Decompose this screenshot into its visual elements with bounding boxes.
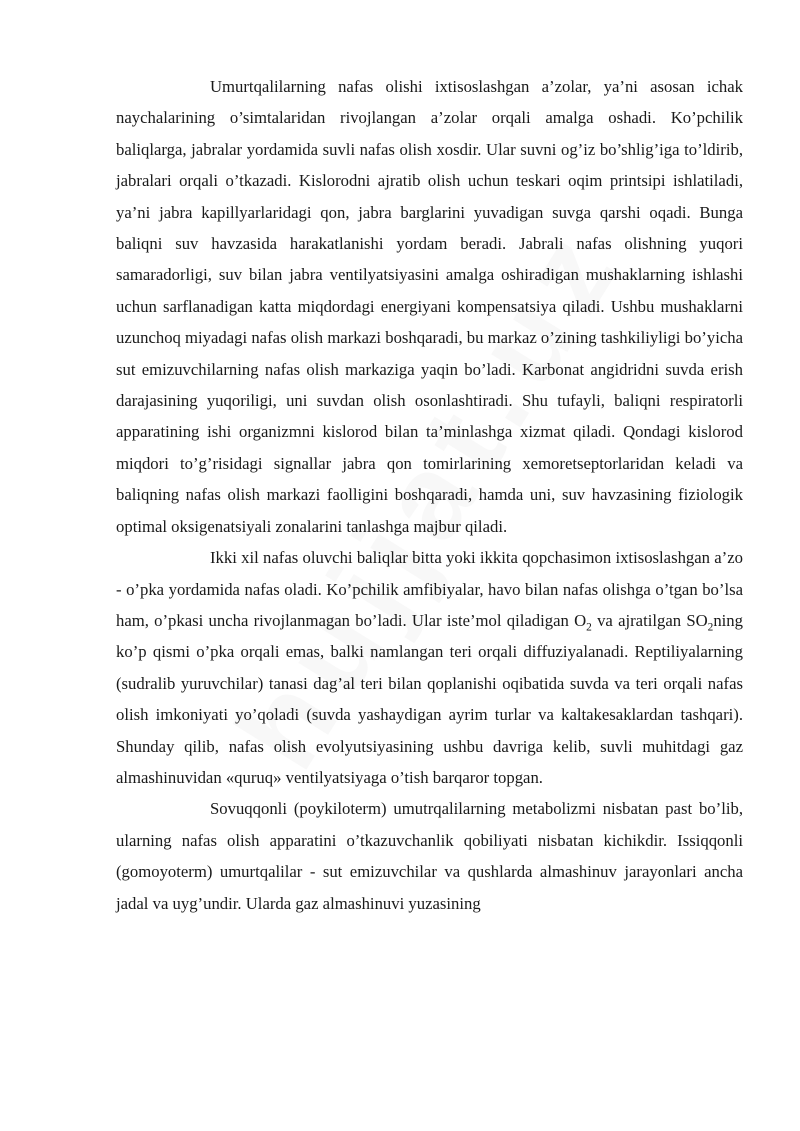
paragraph-2-part-3: ning ko’p qismi o’pka orqali emas, balki namlangan teri orqali diffuziyalanadi. Reptiliyalarning (sudralib yuruvchilar) tanasi dag’al teri bilan qoplanishi oqibatida suvda va teri orqali nafas olish imkoniyati yo’qoladi (suvda yashaydigan ayrim turlar va kaltakesaklardan tashqari). Shunday qilib, nafas olish evolyutsiyasining ushbu davriga kelib, suvli muhitdagi gaz almashinuvidan «quruq» ventilyatsiyaga o’tish barqaror topgan. — [116, 610, 743, 787]
paragraph-2-part-2: va ajratilgan SO — [591, 610, 708, 630]
subscript-so2: 2 — [707, 621, 714, 634]
paragraph-1: Umurtqalilarning nafas olishi ixtisoslashgan a’zolar, ya’ni asosan ichak naychalarining o’simtalaridan rivojlangan a’zolar orqali amalga oshadi. Ko’pchilik baliqlarga, jabralar yordamida suvli nafas olish xosdir. Ular suvni og’iz bo’shlig’iga to’ldirib, jabralari orqali o’tkazadi. Kislorodni ajratib olish uchun teskari oqim printsipi ishlatiladi, ya’ni jabra kapillyarlaridagi qon, jabra barglarini yuvadigan suvga qarshi oqadi. Bunga baliqni suv havzasida harakatlanishi yordam beradi. Jabrali nafas olishning yuqori samaradorligi, suv bilan jabra ventilyatsiyasini amalga oshiradigan mushaklarning ishlashi uchun sarflanadigan katta miqdordagi energiyani kompensatsiya qiladi. Ushbu mushaklarni uzunchoq miyadagi nafas olish markazi boshqaradi, bu markaz o’zining tashkiliyligi bo’yicha sut emizuvchilarning nafas olish markaziga yaqin bo’ladi. Karbonat angidridni suvda erish darajasining yuqoriligi, uni suvdan olish osonlashtiradi. Shu tufayli, baliqni respiratorli apparatining ishi organizmni kislorod bilan ta’minlashga xizmat qiladi. Qondagi kislorod miqdori to’g’risidagi signallar jabra qon tomirlarining xemoretseptorlaridan keladi va baliqning nafas olish markazi faolligini boshqaradi, hamda uni, suv havzasining fiziologik optimal oksigenatsiyali zonalarini tanlashga majbur qiladi. — [116, 77, 743, 536]
paragraph-2 — [116, 542, 743, 793]
paragraph-2-part-1: Ikki xil nafas oluvchi baliqlar bitta yoki ikkita qopchasimon ixtisoslashgan a’zo - o’pka yordamida nafas oladi. Ko’pchilik amfibiyalar, havo bilan nafas olishga o’tgan bo’lsa ham, o’pkasi uncha rivojlanmagan bo’ladi. Ular iste’mol qiladigan O — [116, 548, 743, 630]
subscript-o2: 2 — [586, 621, 592, 634]
paragraph-3: Sovuqqonli (poykiloterm) umutrqalilarning metabolizmi nisbatan past bo’lib, ularning nafas olish apparatini o’tkazuvchanlik qobiliyati nisbatan kichikdir. Issiqqonli (gomoyoterm) umurtqalilar - sut emizuvchilar va qushlarda almashinuv jarayonlari ancha jadal va uyg’undir. Ularda gaz almashinuvi yuzasining — [116, 799, 743, 913]
